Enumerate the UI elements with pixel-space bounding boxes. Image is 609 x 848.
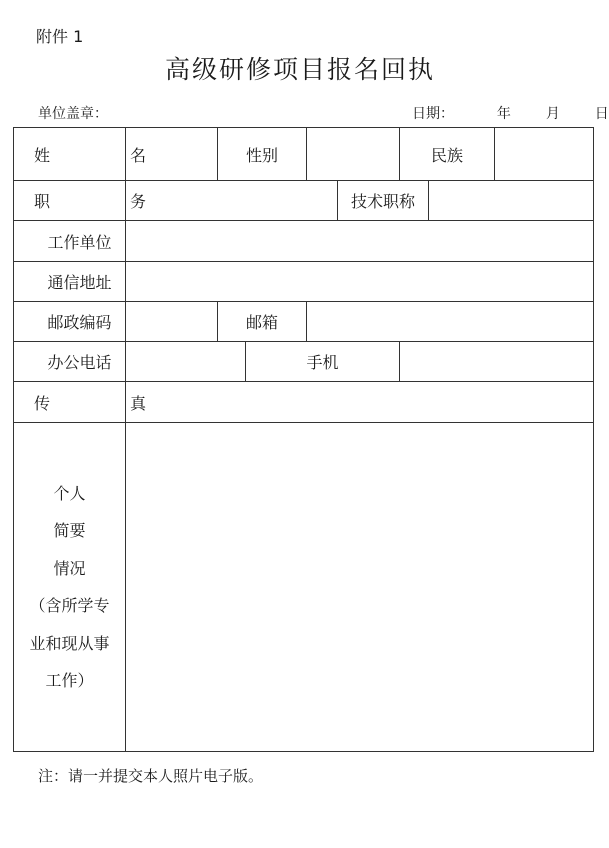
bio-line: 情况: [53, 558, 86, 578]
label-name: 姓 名: [14, 128, 126, 181]
row-bio: [14, 423, 594, 752]
label-title-rank: 技术职称: [338, 181, 429, 221]
row-name: [14, 128, 594, 181]
date-year: 年: [496, 106, 511, 122]
row-position: [14, 181, 594, 221]
label-fax: 传 真: [14, 382, 126, 423]
label-ethnicity: 民族: [400, 128, 495, 181]
row-fax: [14, 382, 594, 423]
postcode-field[interactable]: [126, 302, 218, 342]
label-address: 通信地址: [14, 262, 126, 302]
email-field[interactable]: [307, 302, 594, 342]
date-label: 日期：: [412, 106, 454, 122]
mobile-field[interactable]: [400, 342, 594, 382]
bio-line: 工作）: [45, 671, 94, 690]
label-position: 职 务: [14, 181, 126, 221]
bio-field[interactable]: [126, 423, 594, 752]
date-day: 日: [594, 106, 609, 122]
title-rank-field[interactable]: [429, 181, 594, 221]
bio-line: 个人: [53, 483, 86, 503]
address-field[interactable]: [126, 262, 594, 302]
label-bio: [14, 423, 126, 752]
label-mobile: 手机: [246, 342, 400, 382]
ethnicity-field[interactable]: [495, 128, 594, 181]
label-email: 邮箱: [218, 302, 307, 342]
bio-line: （含所学专: [29, 596, 110, 615]
row-postcode: [14, 302, 594, 342]
row-phone: [14, 342, 594, 382]
date-month: 月: [545, 106, 560, 122]
seal-label: 单位盖章：: [38, 106, 108, 122]
attachment-label: 附件 1: [36, 27, 84, 46]
bio-line: 业和现从事: [29, 633, 110, 653]
bio-line: 简要: [53, 521, 86, 540]
footnote: 注：请一并提交本人照片电子版。: [38, 767, 264, 785]
gender-field[interactable]: [307, 128, 400, 181]
label-postcode: 邮政编码: [14, 302, 126, 342]
row-employer: [14, 221, 594, 262]
office-phone-field[interactable]: [126, 342, 246, 382]
employer-field[interactable]: [126, 221, 594, 262]
label-gender: 性别: [218, 128, 307, 181]
date-line: [412, 103, 609, 123]
registration-form-table: [13, 127, 594, 752]
page-title: 高级研修项目报名回执: [164, 55, 435, 84]
row-address: [14, 262, 594, 302]
label-employer: 工作单位: [14, 221, 126, 262]
fax-field[interactable]: [126, 382, 594, 423]
label-office-phone: 办公电话: [14, 342, 126, 382]
